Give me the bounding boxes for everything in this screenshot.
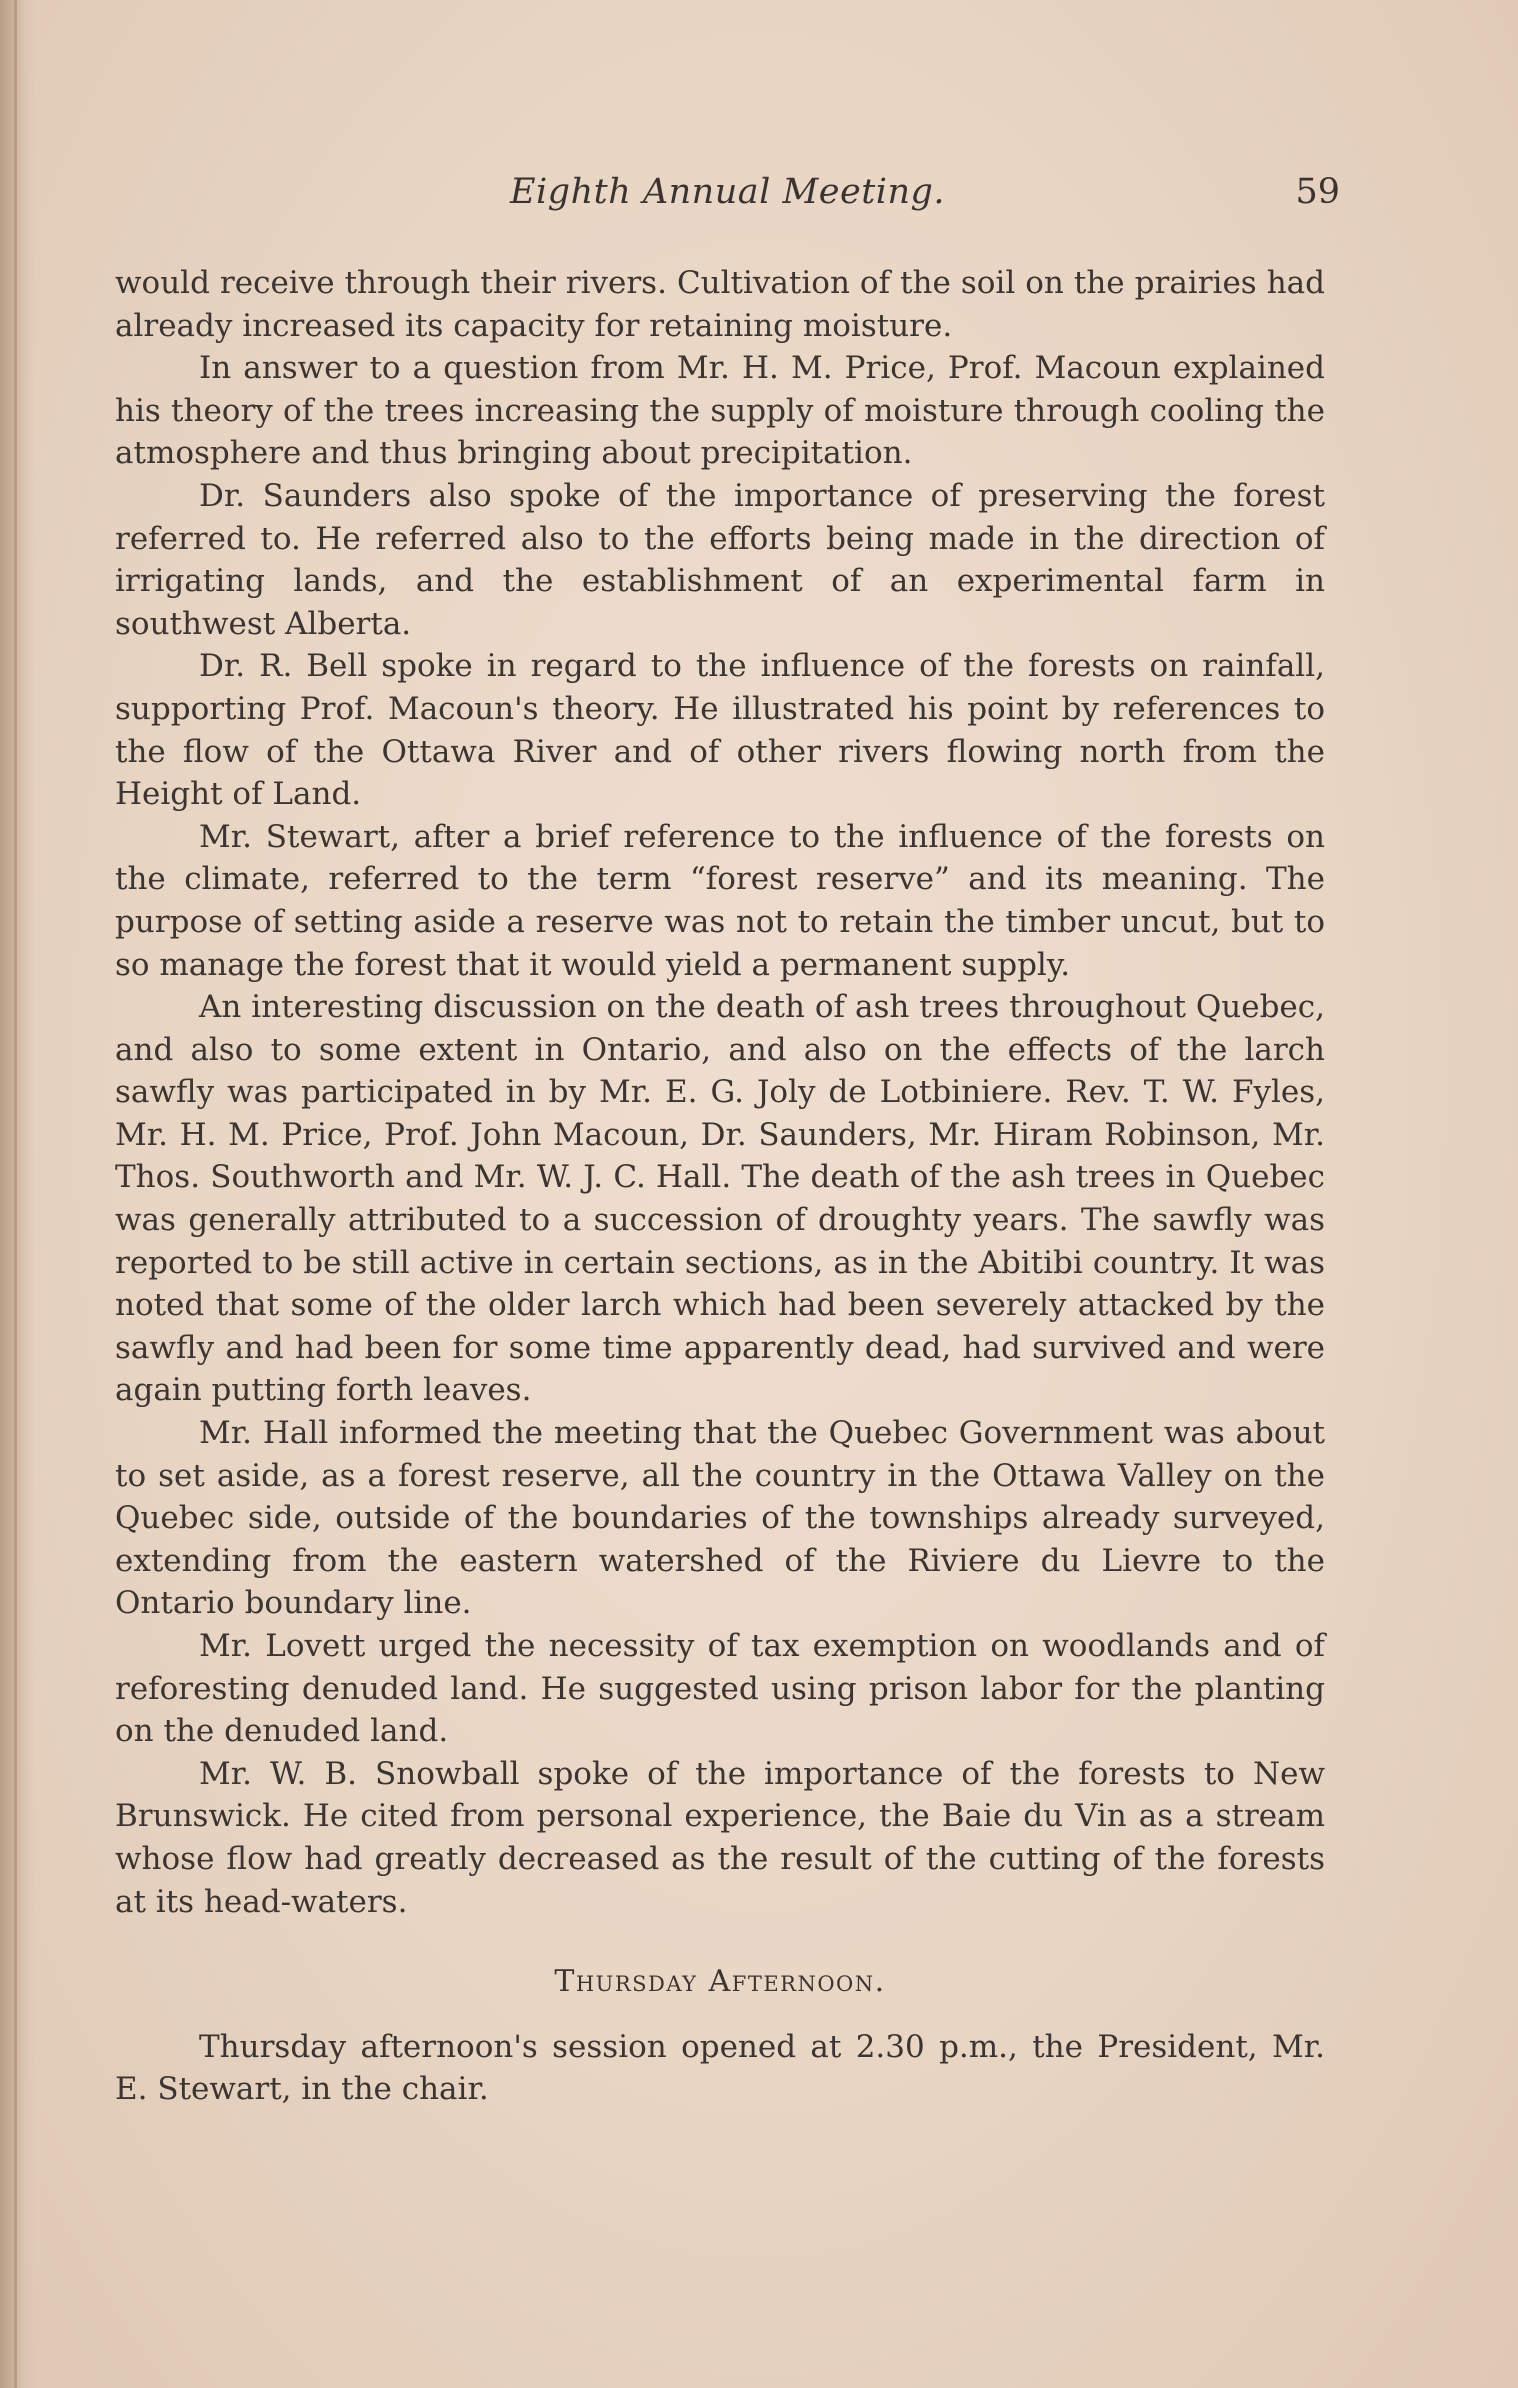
paragraph: Dr. Saunders also spoke of the importance of preserving the forest referred to. He referred also to the efforts being made in the direction of irrigating lands, and the establishment of an experimental farm in southwest Alberta. — [115, 477, 1325, 642]
paragraph-continued: would receive through their rivers. Cultivation of the soil on the prairies had already increased its capacity for retaining moisture. — [115, 265, 1325, 344]
paragraph: Mr. W. B. Snowball spoke of the importance of the forests to New Brunswick. He cited from personal experience, the Baie du Vin as a stream whose flow had greatly decreased as the result of the cutting of the forests at its head-waters. — [115, 1755, 1325, 1920]
paragraph: In answer to a question from Mr. H. M. Price, Prof. Macoun explained his theory of the trees increasing the supply of moisture through cooling the atmosphere and thus bringing about precipitation. — [115, 350, 1325, 472]
section-paragraph: Thursday afternoon's session opened at 2.30 p.m., the President, Mr. E. Stewart, in the chair. — [115, 2028, 1325, 2108]
page-header — [115, 172, 1340, 222]
paragraph: Mr. Stewart, after a brief reference to the influence of the forests on the climate, referred to the term “forest reserve” and its meaning. The purpose of setting aside a reserve was not to retain the timber uncut, but to so manage the forest that it would yield a permanent supply. — [115, 818, 1325, 983]
body-text — [115, 262, 1325, 2111]
paragraph: Mr. Hall informed the meeting that the Quebec Government was about to set aside, as a forest reserve, all the country in the Ottawa Valley on the Quebec side, outside of the boundaries of the townships already surveyed, extending from the eastern watershed of the Riviere du Lievre to the Ontario boundary line. — [115, 1415, 1325, 1622]
paragraph: Mr. Lovett urged the necessity of tax exemption on woodlands and of reforesting denuded land. He suggested using prison labor for the planting on the denuded land. — [115, 1628, 1325, 1750]
paragraph: An interesting discussion on the death of ash trees throughout Quebec, and also to some extent in Ontario, and also on the effects of the larch sawfly was participated in by Mr. E. G. Joly de Lotbiniere. Rev. T. W. Fyles, Mr. H. M. Price, Prof. John Macoun, Dr. Saunders, Mr. Hiram Robinson, Mr. Thos. Southworth and Mr. W. J. C. Hall. The death of the ash trees in Quebec was generally attributed to a succession of droughty years. The sawfly was reported to be still active in certain sections, as in the Abitibi country. It was noted that some of the older larch which had been severely attacked by the sawfly and had been for some time apparently dead, had survived and were again putting forth leaves. — [115, 989, 1325, 1409]
section-heading: Thursday Afternoon. — [554, 1964, 886, 2000]
paragraph: Dr. R. Bell spoke in regard to the influence of the forests on rainfall, supporting Prof. Macoun's theory. He illustrated his point by references to the flow of the Ottawa River and of other rivers flowing north from the Height of Land. — [115, 648, 1325, 813]
binding-gutter — [0, 0, 36, 2388]
running-head: Eighth Annual Meeting. — [509, 172, 946, 212]
page-number: 59 — [1295, 172, 1340, 212]
binding-edge — [14, 0, 17, 2388]
